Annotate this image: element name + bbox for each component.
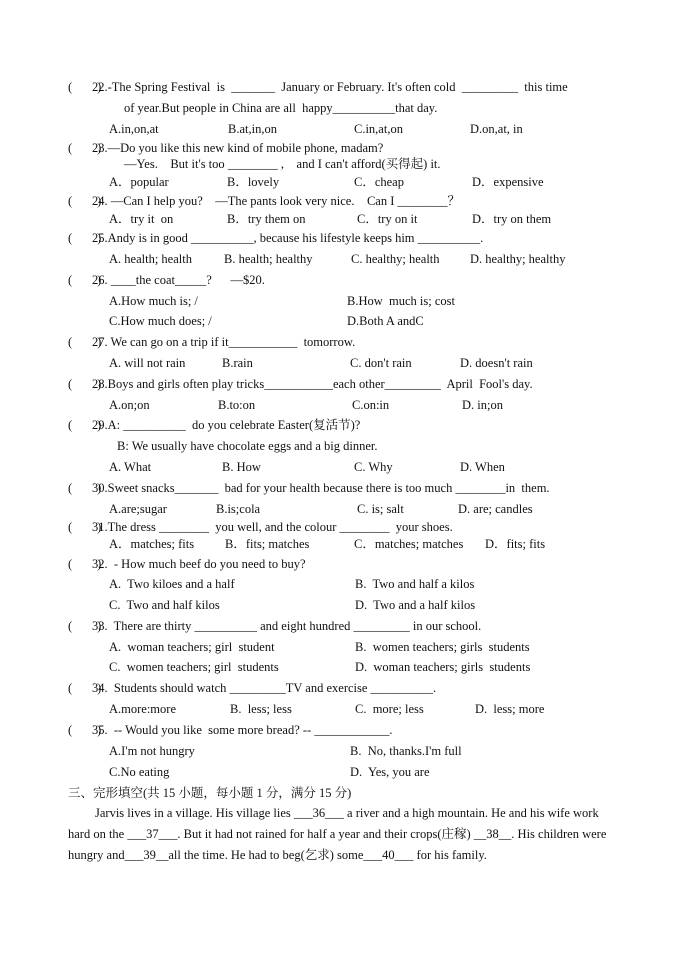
q22-stem: 22.-The Spring Festival is _______ January or February. It's often cold _________ this time [92, 80, 568, 94]
q34-option-c[interactable]: C. more; less [355, 702, 424, 716]
q22-option-c[interactable]: C.in,at,on [354, 122, 403, 136]
q32-option-b[interactable]: B. Two and half a kilos [355, 577, 475, 591]
section-heading: 三、完形填空(共 15 小题，每小题 1 分，满分 15 分) [68, 786, 352, 800]
q35-stem: 35. -- Would you like some more bread? -- ____________. [92, 723, 393, 737]
q23-option-a[interactable]: A．popular [109, 175, 169, 189]
q33-option-d[interactable]: D. woman teachers; girls students [355, 660, 531, 674]
q29-option-d[interactable]: D. When [460, 460, 505, 474]
q27-bracket[interactable]: ( ) [68, 335, 102, 349]
q24-option-b[interactable]: B．try them on [227, 212, 306, 226]
q25-option-d[interactable]: D. healthy; healthy [470, 252, 566, 266]
q31-option-b[interactable]: B．fits; matches [225, 537, 310, 551]
q29-stem-cont: B: We usually have chocolate eggs and a big dinner. [117, 439, 378, 453]
q25-bracket[interactable]: ( ) [68, 231, 102, 245]
q25-option-b[interactable]: B. health; healthy [224, 252, 313, 266]
q24-option-a[interactable]: A．try it on [109, 212, 174, 226]
q22-option-d[interactable]: D.on,at, in [470, 122, 523, 136]
q23-bracket[interactable]: ( ) [68, 141, 102, 155]
q30-stem: 30.Sweet snacks_______ bad for your health because there is too much ________in them. [92, 481, 550, 495]
q33-option-b[interactable]: B. women teachers; girls students [355, 640, 530, 654]
q34-stem: 34. Students should watch _________TV and exercise __________. [92, 681, 437, 695]
q27-option-c[interactable]: C. don't rain [350, 356, 412, 370]
q28-option-c[interactable]: C.on:in [352, 398, 390, 412]
q29-bracket[interactable]: ( ) [68, 418, 102, 432]
q33-option-a[interactable]: A. woman teachers; girl student [109, 640, 275, 654]
q24-stem: 24. —Can I help you? —The pants look very nice. Can I ________？ [92, 194, 460, 208]
q28-bracket[interactable]: ( ) [68, 377, 102, 391]
q25-option-a[interactable]: A. health; health [109, 252, 192, 266]
q30-option-a[interactable]: A.are;sugar [109, 502, 167, 516]
q23-option-d[interactable]: D．expensive [472, 175, 544, 189]
q26-option-a[interactable]: A.How much is; / [109, 294, 198, 308]
q33-stem: 33. There are thirty __________ and eight hundred _________ in our school. [92, 619, 482, 633]
q22-stem-cont: of year.But people in China are all happy__________that day. [124, 101, 438, 115]
q31-stem: 31.The dress ________ you well, and the colour ________ your shoes. [92, 520, 453, 534]
q28-option-b[interactable]: B.to:on [218, 398, 256, 412]
cloze-passage: Jarvis lives in a village. His village lies ___36___ a river and a high mountain. He and his wife work hard on the ___37___. But it had not rained for half a year and their crops(庄稼) __38__. His children were hungry and___39__all the time. He had to beg(乞求) some___40___ for his family. [68, 806, 607, 862]
q25-stem: 25.Andy is in good __________, because his lifestyle keeps him __________. [92, 231, 484, 245]
q33-bracket[interactable]: ( ) [68, 619, 102, 633]
q23-stem-cont: —Yes. But it's too ________ , and I can't afford(买得起) it. [124, 157, 441, 171]
q26-stem: 26. ____the coat_____? —$20. [92, 273, 265, 287]
q32-option-a[interactable]: A. Two kiloes and a half [109, 577, 235, 591]
q23-stem: 23.—Do you like this new kind of mobile phone, madam? [92, 141, 384, 155]
q33-option-c[interactable]: C. women teachers; girl students [109, 660, 279, 674]
q29-option-b[interactable]: B. How [222, 460, 261, 474]
q32-option-c[interactable]: C. Two and half kilos [109, 598, 220, 612]
q30-option-d[interactable]: D. are; candles [458, 502, 533, 516]
q35-option-c[interactable]: C.No eating [109, 765, 170, 779]
q24-option-c[interactable]: C．try on it [357, 212, 418, 226]
q31-option-c[interactable]: C．matches; matches [354, 537, 464, 551]
q35-option-a[interactable]: A.I'm not hungry [109, 744, 195, 758]
q31-bracket[interactable]: ( ) [68, 520, 102, 534]
q28-option-d[interactable]: D. in;on [462, 398, 503, 412]
q32-bracket[interactable]: ( ) [68, 557, 102, 571]
q26-bracket[interactable]: ( ) [68, 273, 102, 287]
q30-bracket[interactable]: ( ) [68, 481, 102, 495]
q35-option-d[interactable]: D. Yes, you are [350, 765, 430, 779]
q29-stem: 29.A: __________ do you celebrate Easter(复活节)? [92, 418, 361, 432]
q32-stem: 32. - How much beef do you need to buy? [92, 557, 306, 571]
q27-option-d[interactable]: D. doesn't rain [460, 356, 533, 370]
q29-option-a[interactable]: A. What [109, 460, 152, 474]
q27-option-a[interactable]: A. will not rain [109, 356, 186, 370]
q22-option-a[interactable]: A.in,on,at [109, 122, 159, 136]
q23-option-c[interactable]: C．cheap [354, 175, 404, 189]
q26-option-b[interactable]: B.How much is; cost [347, 294, 455, 308]
q27-option-b[interactable]: B.rain [222, 356, 253, 370]
q28-option-a[interactable]: A.on;on [109, 398, 150, 412]
q30-option-b[interactable]: B.is;cola [216, 502, 261, 516]
q34-option-a[interactable]: A.more:more [109, 702, 176, 716]
q22-bracket[interactable]: ( ) [68, 80, 102, 94]
q26-option-d[interactable]: D.Both A andC [347, 314, 424, 328]
q34-option-b[interactable]: B. less; less [230, 702, 292, 716]
q35-bracket[interactable]: ( ) [68, 723, 102, 737]
q28-stem: 28.Boys and girls often play tricks___________each other_________ April Fool's day. [92, 377, 533, 391]
q34-bracket[interactable]: ( ) [68, 681, 102, 695]
q24-bracket[interactable]: ( ) [68, 194, 102, 208]
q30-option-c[interactable]: C. is; salt [357, 502, 404, 516]
q29-option-c[interactable]: C. Why [354, 460, 393, 474]
q35-option-b[interactable]: B. No, thanks.I'm full [350, 744, 462, 758]
q26-option-c[interactable]: C.How much does; / [109, 314, 212, 328]
q27-stem: 27. We can go on a trip if it___________ tomorrow. [92, 335, 356, 349]
q24-option-d[interactable]: D．try on them [472, 212, 552, 226]
q31-option-a[interactable]: A．matches; fits [109, 537, 195, 551]
q22-option-b[interactable]: B.at,in,on [228, 122, 277, 136]
q25-option-c[interactable]: C. healthy; health [351, 252, 440, 266]
q23-option-b[interactable]: B．lovely [227, 175, 280, 189]
q31-option-d[interactable]: D．fits; fits [485, 537, 546, 551]
q32-option-d[interactable]: D. Two and a half kilos [355, 598, 476, 612]
q34-option-d[interactable]: D. less; more [475, 702, 545, 716]
